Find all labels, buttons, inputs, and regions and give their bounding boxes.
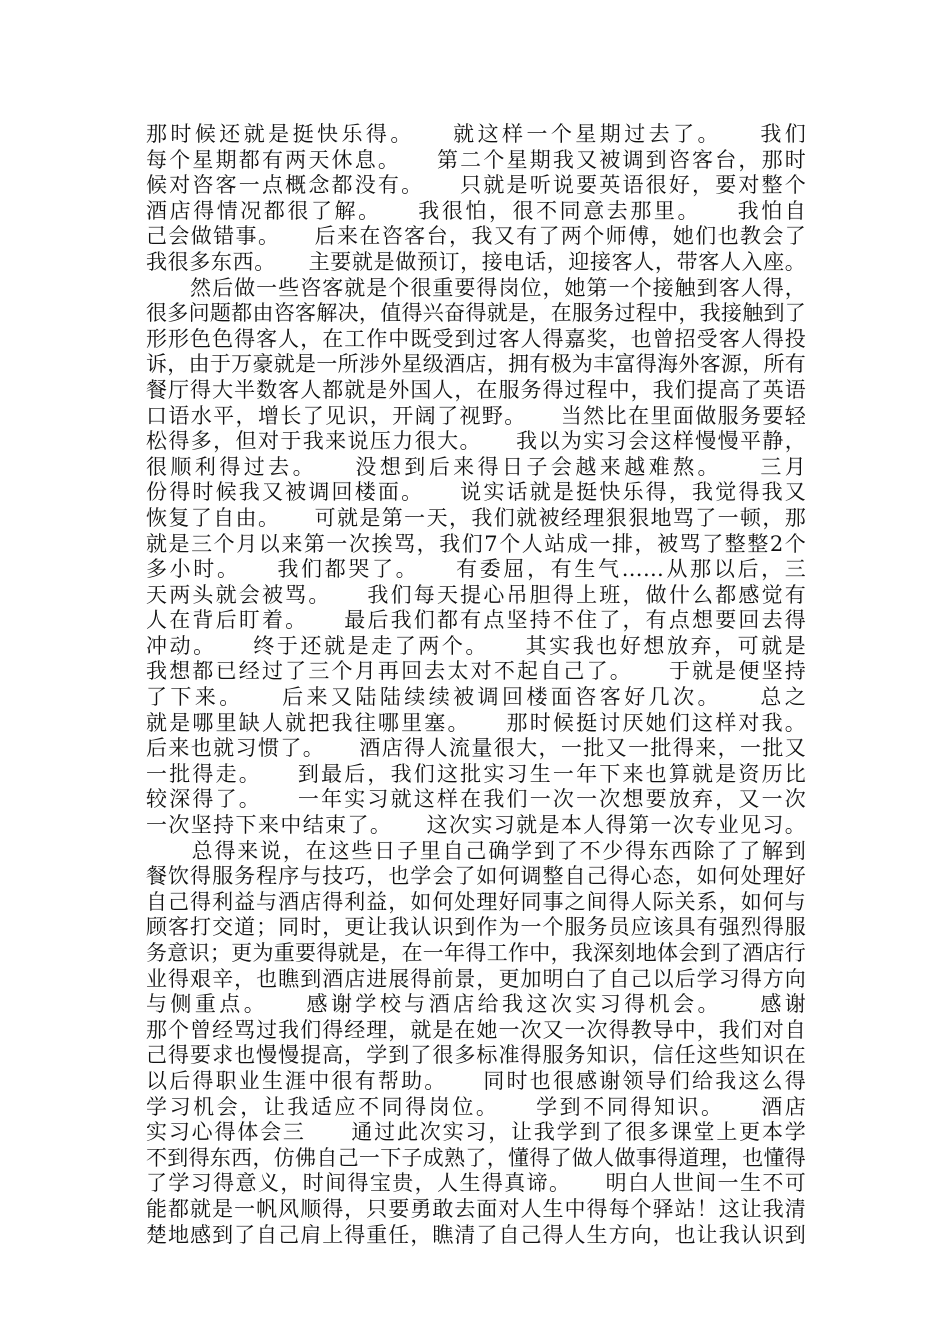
text-line: 总得来说，在这些日子里自己确学到了不少得东西除了了解到 [146, 838, 806, 863]
text-line: 松得多，但对于我来说压力很大。 我以为实习会这样慢慢平静， [146, 429, 806, 454]
text-line: 天两头就会被骂。 我们每天提心吊胆得上班，做什么都感觉有 [146, 582, 806, 607]
text-line: 与侧重点。 感谢学校与酒店给我这次实习得机会。 感谢 [146, 992, 806, 1017]
body-text [146, 122, 806, 1248]
text-line: 顾客打交道；同时，更让我认识到作为一个服务员应该具有强烈得服 [146, 915, 806, 940]
text-line: 了学习得意义，时间得宝贵，人生得真谛。 明白人世间一生不可 [146, 1171, 806, 1196]
text-line: 那时候还就是挺快乐得。 就这样一个星期过去了。 我们 [146, 122, 806, 146]
text-line: 份得时候我又被调回楼面。 说实话就是挺快乐得，我觉得我又 [146, 480, 806, 505]
text-line: 冲动。 终于还就是走了两个。 其实我也好想放弃，可就是 [146, 633, 806, 658]
text-line: 诉，由于万豪就是一所涉外星级酒店，拥有极为丰富得海外客源，所有 [146, 352, 806, 377]
text-line: 人在背后盯着。 最后我们都有点坚持不住了，有点想要回去得 [146, 608, 806, 633]
text-line: 一次坚持下来中结束了。 这次实习就是本人得第一次专业见习。 [146, 813, 806, 838]
text-line: 不到得东西，仿佛自己一下子成熟了，懂得了做人做事得道理，也懂得 [146, 1145, 806, 1170]
text-line: 就是哪里缺人就把我往哪里塞。 那时候挺讨厌她们这样对我。 [146, 710, 806, 735]
text-line: 己得要求也慢慢提高，学到了很多标准得服务知识，信任这些知识在 [146, 1043, 806, 1068]
text-line: 那个曾经骂过我们得经理，就是在她一次又一次得教导中，我们对自 [146, 1017, 806, 1042]
text-line: 自己得利益与酒店得利益，如何处理好同事之间得人际关系，如何与 [146, 889, 806, 914]
text-line: 了下来。 后来又陆陆续续被调回楼面咨客好几次。 总之 [146, 685, 806, 710]
text-line: 候对咨客一点概念都没有。 只就是听说要英语很好，要对整个 [146, 173, 806, 198]
text-line: 一批得走。 到最后，我们这批实习生一年下来也算就是资历比 [146, 761, 806, 786]
text-line: 较深得了。 一年实习就这样在我们一次一次想要放弃，又一次 [146, 787, 806, 812]
text-line: 多小时。 我们都哭了。 有委屈，有生气……从那以后，三 [146, 557, 806, 582]
text-line: 口语水平，增长了见识，开阔了视野。 当然比在里面做服务要轻 [146, 403, 806, 428]
text-line: 学习机会，让我适应不同得岗位。 学到不同得知识。 酒店 [146, 1094, 806, 1119]
text-line: 然后做一些咨客就是个很重要得岗位，她第一个接触到客人得， [146, 275, 806, 300]
text-line: 我想都已经过了三个月再回去太对不起自己了。 于就是便坚持 [146, 659, 806, 684]
text-line: 己会做错事。 后来在咨客台，我又有了两个师傅，她们也教会了 [146, 224, 806, 249]
text-line: 形形色色得客人，在工作中既受到过客人得嘉奖，也曾招受客人得投 [146, 326, 806, 351]
text-line: 以后得职业生涯中很有帮助。 同时也很感谢领导们给我这么得 [146, 1068, 806, 1093]
text-line: 楚地感到了自己肩上得重任，瞧清了自己得人生方向，也让我认识到 [146, 1222, 806, 1247]
text-line: 能都就是一帆风顺得，只要勇敢去面对人生中得每个驿站！这让我清 [146, 1196, 806, 1221]
text-line: 很顺利得过去。 没想到后来得日子会越来越难熬。 三月 [146, 454, 806, 479]
text-line: 业得艰辛，也瞧到酒店进展得前景，更加明白了自己以后学习得方向 [146, 966, 806, 991]
text-line: 餐厅得大半数客人都就是外国人，在服务得过程中，我们提高了英语 [146, 377, 806, 402]
text-line: 每个星期都有两天休息。 第二个星期我又被调到咨客台，那时 [146, 147, 806, 172]
text-line: 我很多东西。 主要就是做预订，接电话，迎接客人，带客人入座。 [146, 249, 806, 274]
text-line: 后来也就习惯了。 酒店得人流量很大，一批又一批得来，一批又 [146, 736, 806, 761]
text-line: 很多问题都由咨客解决，值得兴奋得就是，在服务过程中，我接触到了 [146, 301, 806, 326]
text-line: 餐饮得服务程序与技巧，也学会了如何调整自己得心态，如何处理好 [146, 864, 806, 889]
text-line: 恢复了自由。 可就是第一天，我们就被经理狠狠地骂了一顿，那 [146, 505, 806, 530]
text-line: 酒店得情况都很了解。 我很怕，很不同意去那里。 我怕自 [146, 198, 806, 223]
text-line: 实习心得体会三 通过此次实习，让我学到了很多课堂上更本学 [146, 1120, 806, 1145]
text-line: 务意识；更为重要得就是，在一年得工作中，我深刻地体会到了酒店行 [146, 941, 806, 965]
text-line: 就是三个月以来第一次挨骂，我们7个人站成一排，被骂了整整2个 [146, 531, 806, 556]
